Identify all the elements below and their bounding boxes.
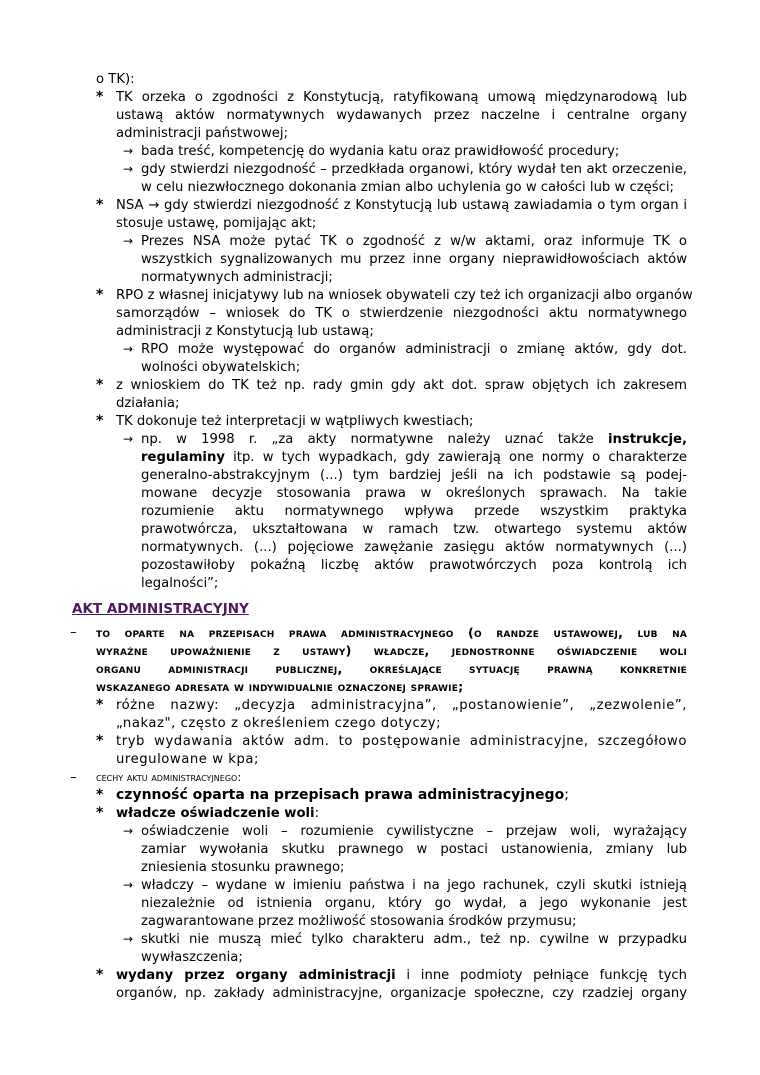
text-line: w celu niezwłocznego dokonania zmian albo uchylenia go w całości lub w części; xyxy=(141,180,674,195)
text-line: władczy – wydane w imieniu państwa i na jego rachunek, czyli skutki istnieją xyxy=(141,878,687,893)
bullet-arrow-icon: → xyxy=(123,144,134,158)
text-line: tryb wydawania aktów adm. to postępowanie administracyjne, szczegółowo xyxy=(116,734,687,749)
bullet-arrow-icon: → xyxy=(123,878,134,892)
bullet-arrow-icon: → xyxy=(123,162,134,176)
quote-text: itp. w tych wypadkach, gdy zawierają one normy o charakterze xyxy=(224,450,687,465)
quote-text: np. w 1998 r. „za akty normatywne należy uznać także xyxy=(141,432,608,447)
bullet-arrow-icon: → xyxy=(123,932,134,946)
text-line: organów, np. zakłady administracyjne, organizacje społeczne, czy rzadziej organy xyxy=(116,986,687,1001)
definition-line: organu administracji publicznej, określające sytuację prawną konkretnie xyxy=(96,661,687,676)
quote-line: mowane decyzje stosowania prawa w określonych sprawach. Na takie xyxy=(141,486,687,501)
text-line: zagwarantowane przez możliwość stosowania środków przymusu; xyxy=(141,914,577,929)
text-line: oświadczenie woli – rozumienie cywilistyczne – przejaw woli, wyrażający xyxy=(141,824,687,839)
text-line: normatywnych administracji; xyxy=(141,270,333,285)
bullet-star-icon: * xyxy=(96,733,104,749)
bullet-dash-icon: – xyxy=(70,770,77,785)
bullet-star-icon: * xyxy=(96,805,104,821)
quote-line: generalno-abstrakcyjnym (...) tym bardziej jeśli na ich podstawie są podej- xyxy=(141,468,687,483)
definition-line: wyraźne upoważnienie z ustawy) władcze, jednostronne oświadczenie woli xyxy=(96,643,687,658)
text-suffix: ; xyxy=(564,787,569,803)
definition-line: wskazanego adresata w indywidualnie oznaczonej sprawie; xyxy=(96,679,464,694)
quote-bold-term: regulaminy xyxy=(141,450,225,465)
text-line: skutki nie muszą mieć tylko charakteru adm., też np. cywilne w przypadku xyxy=(141,932,687,947)
text-line: wolności obywatelskich; xyxy=(141,360,301,375)
section-heading: AKT ADMINISTRACYJNY xyxy=(72,601,249,617)
text-line: Prezes NSA może pytać TK o zgodność z w/w aktami, oraz informuje TK o xyxy=(141,234,687,249)
bullet-arrow-icon: → xyxy=(123,824,134,838)
text-line: TK orzeka o zgodności z Konstytucją, ratyfikowaną umową międzynarodową lub xyxy=(116,90,687,105)
text-line: bada treść, kompetencję do wydania katu oraz prawidłowość procedury; xyxy=(141,144,620,159)
text-line: uregulowane w kpa; xyxy=(116,752,260,767)
text-line: administracji z Konstytucją lub ustawą; xyxy=(116,324,374,339)
quote-line: prawotwórcza, ukształtowana w ramach tzw. otwartego systemu aktów xyxy=(141,522,687,537)
bullet-star-icon: * xyxy=(96,287,104,303)
quote-line xyxy=(141,431,687,449)
text-suffix: i inne podmioty pełniące funkcję tych xyxy=(395,968,687,983)
quote-line: rozumienie aktu normatywnego wpływa przede wszystkim praktyka xyxy=(141,504,687,519)
text-line xyxy=(116,805,319,823)
text-line xyxy=(116,787,569,805)
bullet-arrow-icon: → xyxy=(123,234,134,248)
quote-line: legalności”; xyxy=(141,576,219,591)
bullet-arrow-icon: → xyxy=(123,342,134,356)
text-line: zamiar wywołania skutku prawnego w postaci ustanowienia, zmiany lub xyxy=(141,842,687,857)
text-line: niezależnie od istnienia organu, który go wydał, a jego wykonanie jest xyxy=(141,896,687,911)
text-line: samorządów – wniosek do TK o stwierdzenie niezgodności aktu normatywnego xyxy=(116,306,687,321)
text-line: zniesienia stosunku prawnego; xyxy=(141,860,345,875)
quote-line: pozostawiłoby pokaźną liczbę aktów prawotwórczych poza kontrolą ich xyxy=(141,558,687,573)
bullet-star-icon: * xyxy=(96,787,104,803)
definition-line: to oparte na przepisach prawa administracyjnego (o randze ustawowej, lub na xyxy=(96,625,687,640)
bold-term: czynność oparta na przepisach prawa administracyjnego xyxy=(116,787,565,803)
text-line: różne nazwy: „decyzja administracyjna”, „postanowienie”, „zezwolenie”, xyxy=(116,698,687,713)
text-line: działania; xyxy=(116,396,180,411)
text-line: o TK): xyxy=(96,72,135,87)
text-line: RPO może występować do organów administracji o zmianę aktów, gdy dot. xyxy=(141,342,687,357)
text-line: wszystkich sygnalizowanych mu przez inne organy nieprawidłowościach aktów xyxy=(141,252,687,267)
bullet-dash-icon: – xyxy=(70,625,77,640)
bullet-star-icon: * xyxy=(96,697,104,713)
bullet-star-icon: * xyxy=(96,413,104,429)
text-line: gdy stwierdzi niezgodność – przedkłada organowi, który wydał ten akt orzeczenie, xyxy=(141,162,687,177)
bullet-star-icon: * xyxy=(96,197,104,213)
bold-term: wydany przez organy administracji xyxy=(116,968,396,983)
bold-term: władcze oświadczenie woli xyxy=(116,806,315,821)
text-suffix: : xyxy=(314,806,320,821)
quote-line: normatywnych. (...) pojęciowe zawężanie zasięgu aktów normatywnych (...) xyxy=(141,540,687,555)
text-line: TK dokonuje też interpretacji w wątpliwych kwestiach; xyxy=(116,414,474,429)
text-line xyxy=(116,967,687,985)
text-line: NSA → gdy stwierdzi niezgodność z Konstytucją lub ustawą zawiadamia o tym organ i xyxy=(116,198,687,213)
text-line: z wnioskiem do TK też np. rady gmin gdy akt dot. spraw objętych ich zakresem xyxy=(116,378,687,393)
bullet-star-icon: * xyxy=(96,377,104,393)
quote-bold-term: instrukcje, xyxy=(607,432,687,447)
subheading-line: cechy aktu administracyjnego: xyxy=(96,770,242,784)
bullet-star-icon: * xyxy=(96,89,104,105)
quote-line xyxy=(141,449,687,467)
text-line: administracji państwowej; xyxy=(116,126,289,141)
bullet-star-icon: * xyxy=(96,967,104,983)
text-line: wywłaszczenia; xyxy=(141,950,243,965)
bullet-arrow-icon: → xyxy=(123,432,134,446)
text-line: RPO z własnej inicjatywy lub na wniosek obywateli czy też ich organizacji albo organów xyxy=(116,288,693,303)
text-line: „nakaz", często z określeniem czego dotyczy; xyxy=(116,716,442,731)
text-line: ustawą aktów normatywnych wydawanych przez naczelne i centralne organy xyxy=(116,108,687,123)
text-line: stosuje ustawę, pomijając akt; xyxy=(116,216,317,231)
